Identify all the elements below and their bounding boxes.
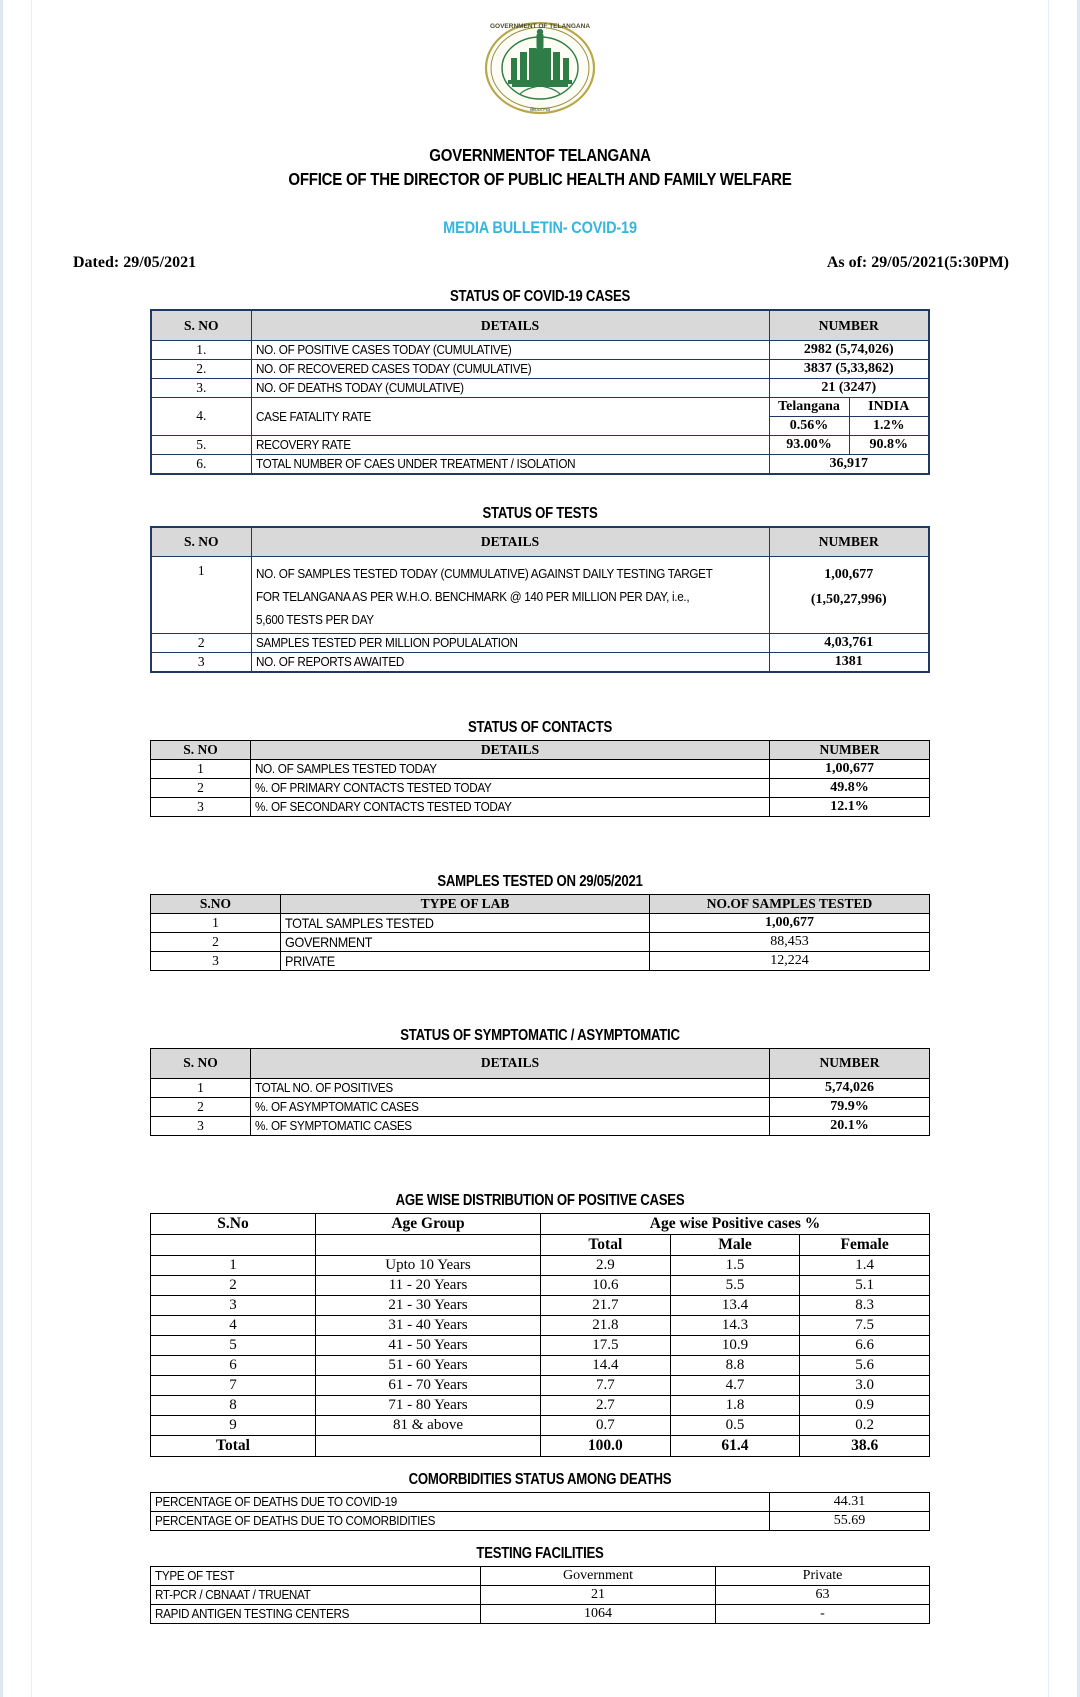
cell-number: 36,917 [769,454,929,474]
cell-details: NO. OF SAMPLES TESTED TODAY [251,759,770,778]
cell-sno: 3 [151,797,251,816]
cell-total-label: Total [151,1435,316,1456]
cell-male: 0.5 [670,1415,800,1435]
cell-india-header: INDIA [849,397,929,416]
table-row [151,557,929,633]
cell-sno: 1 [151,759,251,778]
table-row [151,913,930,932]
cell-male: 10.9 [670,1335,800,1355]
table-row [151,1375,930,1395]
col-sno: S. NO [151,527,251,557]
testing-facilities-title: TESTING FACILITIES [476,1544,604,1562]
cell-age-group: 51 - 60 Years [316,1355,541,1375]
cell-private: - [716,1604,930,1623]
cell-label: PERCENTAGE OF DEATHS DUE TO COVID-19 [151,1492,770,1511]
col-sno: S.NO [151,894,281,913]
tests-table [150,526,930,673]
cell-number: 3837 (5,33,862) [769,359,929,378]
tests-title: STATUS OF TESTS [482,504,598,522]
table-row [151,1585,930,1604]
col-age-wise-positive: Age wise Positive cases % [541,1213,930,1234]
table-header-row [151,1213,930,1234]
cell-male: 14.3 [670,1315,800,1335]
cell-female: 7.5 [800,1315,930,1335]
col-male: Male [670,1234,800,1255]
col-sno: S. NO [151,740,251,759]
cell-empty [151,1234,316,1255]
cell-cfr-telangana: 0.56% [769,416,849,435]
cell-sno: 6 [151,1355,316,1375]
samples-tested-title: SAMPLES TESTED ON 29/05/2021 [437,872,643,890]
table-row [151,1492,930,1511]
as-of-label: As of: 29/05/2021(5:30PM) [826,254,1009,272]
testing-facilities-table [150,1566,930,1624]
cell-details: %. OF ASYMPTOMATIC CASES [251,1097,770,1116]
cell-male: 1.5 [670,1255,800,1275]
cell-female: 1.4 [800,1255,930,1275]
cell-age-group: 81 & above [316,1415,541,1435]
cell-total-male: 61.4 [670,1435,800,1456]
cell-sno: 8 [151,1395,316,1415]
cell-number: 4,03,761 [769,633,929,652]
cell-male: 13.4 [670,1295,800,1315]
cell-government: 1064 [481,1604,716,1623]
cell-total: 0.7 [541,1415,671,1435]
cell-total: 14.4 [541,1355,671,1375]
table-row [151,1116,930,1135]
col-number: NUMBER [769,527,929,557]
svg-text:GOVERNMENT OF TELANGANA: GOVERNMENT OF TELANGANA [489,23,591,30]
cell-lab: PRIVATE [281,951,650,970]
col-total: Total [541,1234,671,1255]
cell-recovery-telangana: 93.00% [769,435,849,454]
cell-female: 5.6 [800,1355,930,1375]
svg-text:తెలంగాణ: తెలంగాణ [529,107,551,113]
cell-male: 5.5 [670,1275,800,1295]
cell-sno: 9 [151,1415,316,1435]
cell-total-all: 100.0 [541,1435,671,1456]
col-type-of-test: TYPE OF TEST [151,1566,481,1585]
table-row [151,1295,930,1315]
cell-number [769,557,929,633]
cell-type: RAPID ANTIGEN TESTING CENTERS [151,1604,481,1623]
table-row [151,932,930,951]
cell-empty [316,1234,541,1255]
table-header-row [151,1566,930,1585]
cell-details: RECOVERY RATE [251,435,769,454]
cell-sno: 1 [151,913,281,932]
cell-sno: 1. [151,340,251,359]
col-number: NUMBER [770,1048,930,1078]
cell-sno: 4 [151,1315,316,1335]
govt-line-1: GOVERNMENTOF TELANGANA [429,145,651,165]
table-row [151,951,930,970]
cell-sno: 2 [151,633,251,652]
table-row [151,1275,930,1295]
cell-male: 1.8 [670,1395,800,1415]
table-subheader-row [151,1234,930,1255]
table-row-cfr-head [151,397,929,416]
table-row [151,435,929,454]
cell-sno: 3 [151,652,251,672]
telangana-government-emblem-icon [480,18,600,118]
cell-count: 1,00,677 [650,913,930,932]
col-age-group: Age Group [316,1213,541,1234]
col-sno: S.No [151,1213,316,1234]
government-heading [113,143,968,191]
col-details: DETAILS [251,740,770,759]
cell-value: 44.31 [770,1492,930,1511]
col-number: NUMBER [770,740,930,759]
cell-private: 63 [716,1585,930,1604]
cell-details: NO. OF DEATHS TODAY (CUMULATIVE) [251,378,769,397]
cell-recovery-india: 90.8% [849,435,929,454]
cell-telangana-header: Telangana [769,397,849,416]
table-total-row [151,1435,930,1456]
cell-male: 4.7 [670,1375,800,1395]
table-row [151,759,930,778]
symptomatic-table [150,1048,930,1136]
table-row [151,1335,930,1355]
table-row [151,359,929,378]
cell-sno: 7 [151,1375,316,1395]
cell-sno: 1 [151,1255,316,1275]
cell-sno: 2 [151,1275,316,1295]
cell-total: 2.9 [541,1255,671,1275]
covid-cases-table [150,309,930,475]
media-bulletin-title: MEDIA BULLETIN- COVID-19 [443,219,637,238]
cell-details: NO. OF RECOVERED CASES TODAY (CUMULATIVE) [251,359,769,378]
cell-age-group: 41 - 50 Years [316,1335,541,1355]
cell-number-line1: 1,00,677 [824,567,874,583]
cell-total: 10.6 [541,1275,671,1295]
cell-female: 3.0 [800,1375,930,1395]
dated-label: Dated: 29/05/2021 [73,254,197,272]
cell-male: 8.8 [670,1355,800,1375]
cell-sno: 2 [151,778,251,797]
cell-female: 0.9 [800,1395,930,1415]
col-sno: S. NO [151,310,251,340]
cell-value: 55.69 [770,1511,930,1530]
cell-details: TOTAL NO. OF POSITIVES [251,1078,770,1097]
table-row [151,1097,930,1116]
table-header-row [151,740,930,759]
cell-cfr-india: 1.2% [849,416,929,435]
cell-empty [316,1435,541,1456]
table-row [151,1355,930,1375]
cell-government: 21 [481,1585,716,1604]
table-row [151,454,929,474]
comorbidities-table [150,1492,930,1531]
cell-age-group: 21 - 30 Years [316,1295,541,1315]
contacts-title: STATUS OF CONTACTS [468,718,612,736]
cell-details: CASE FATALITY RATE [251,397,769,435]
contacts-table [150,740,930,817]
date-bar [43,254,1037,272]
table-row [151,1255,930,1275]
cell-type: RT-PCR / CBNAAT / TRUENAT [151,1585,481,1604]
col-sno: S. NO [151,1048,251,1078]
cell-age-group: Upto 10 Years [316,1255,541,1275]
cell-sno: 2 [151,1097,251,1116]
table-header-row [151,894,930,913]
col-details: DETAILS [251,310,769,340]
cell-details: NO. OF REPORTS AWAITED [251,652,769,672]
cell-number: 1,00,677 [770,759,930,778]
cell-total-female: 38.6 [800,1435,930,1456]
cell-details: SAMPLES TESTED PER MILLION POPULALATION [251,633,769,652]
table-row [151,1511,930,1530]
table-header-row [151,527,929,557]
col-details: DETAILS [251,1048,770,1078]
cell-details: %. OF SECONDARY CONTACTS TESTED TODAY [251,797,770,816]
cell-number: 2982 (5,74,026) [769,340,929,359]
table-row [151,1604,930,1623]
cell-female: 6.6 [800,1335,930,1355]
cell-sno: 3 [151,951,281,970]
cell-count: 12,224 [650,951,930,970]
table-row [151,1315,930,1335]
cell-sno: 2. [151,359,251,378]
cell-details: %. OF SYMPTOMATIC CASES [251,1116,770,1135]
cell-details: NO. OF SAMPLES TESTED TODAY (CUMMULATIVE) AGAINST DAILY TESTING TARGET FOR TELANGANA AS PER W.H.O. BENCHMARK @ 140 PER MILLION PER DAY, i.e., 5,600 TESTS PER DAY [251,557,769,633]
cell-details: TOTAL NUMBER OF CAES UNDER TREATMENT / ISOLATION [251,454,769,474]
symptomatic-title: STATUS OF SYMPTOMATIC / ASYMPTOMATIC [400,1026,680,1044]
col-details: DETAILS [251,527,769,557]
cell-age-group: 31 - 40 Years [316,1315,541,1335]
cell-sno: 1 [151,557,251,633]
col-private: Private [716,1566,930,1585]
cell-total: 21.8 [541,1315,671,1335]
cell-sno: 3 [151,1295,316,1315]
cell-sno: 1 [151,1078,251,1097]
cell-number: 79.9% [770,1097,930,1116]
cell-sno: 5 [151,1335,316,1355]
table-row [151,1078,930,1097]
col-number: NUMBER [769,310,929,340]
col-government: Government [481,1566,716,1585]
cell-lab: GOVERNMENT [281,932,650,951]
cell-sno: 3. [151,378,251,397]
table-row [151,633,929,652]
cell-female: 5.1 [800,1275,930,1295]
cell-female: 0.2 [800,1415,930,1435]
cell-number: 20.1% [770,1116,930,1135]
col-type-of-lab: TYPE OF LAB [281,894,650,913]
cell-number-line2: (1,50,27,996) [810,591,887,607]
cell-details: %. OF PRIMARY CONTACTS TESTED TODAY [251,778,770,797]
table-row [151,378,929,397]
cell-age-group: 61 - 70 Years [316,1375,541,1395]
cell-sno: 2 [151,932,281,951]
cell-number: 49.8% [770,778,930,797]
emblem-container [43,0,1037,123]
cell-number: 5,74,026 [770,1078,930,1097]
col-no-of-samples: NO.OF SAMPLES TESTED [650,894,930,913]
govt-line-2: OFFICE OF THE DIRECTOR OF PUBLIC HEALTH AND FAMILY WELFARE [288,169,792,190]
covid-cases-title: STATUS OF COVID-19 CASES [449,288,631,306]
cell-sno: 6. [151,454,251,474]
cell-label: PERCENTAGE OF DEATHS DUE TO COMORBIDITIES [151,1511,770,1530]
cell-total: 7.7 [541,1375,671,1395]
table-row [151,797,930,816]
cell-number: 21 (3247) [769,378,929,397]
table-row [151,340,929,359]
cell-lab: TOTAL SAMPLES TESTED [281,913,650,932]
table-header-row [151,310,929,340]
cell-sno: 5. [151,435,251,454]
cell-age-group: 11 - 20 Years [316,1275,541,1295]
cell-total: 2.7 [541,1395,671,1415]
cell-number: 12.1% [770,797,930,816]
cell-sno: 4. [151,397,251,435]
table-row [151,1395,930,1415]
cell-sno: 3 [151,1116,251,1135]
table-row [151,1415,930,1435]
cell-total: 17.5 [541,1335,671,1355]
cell-total: 21.7 [541,1295,671,1315]
cell-age-group: 71 - 80 Years [316,1395,541,1415]
cell-female: 8.3 [800,1295,930,1315]
cell-details: NO. OF POSITIVE CASES TODAY (CUMULATIVE) [251,340,769,359]
table-row [151,778,930,797]
cell-count: 88,453 [650,932,930,951]
age-wise-table [150,1213,930,1457]
samples-tested-table [150,894,930,971]
comorbidities-title: COMORBIDITIES STATUS AMONG DEATHS [408,1470,672,1488]
table-header-row [151,1048,930,1078]
col-female: Female [800,1234,930,1255]
table-row [151,652,929,672]
cell-number: 1381 [769,652,929,672]
age-wise-title: AGE WISE DISTRIBUTION OF POSITIVE CASES [395,1191,685,1209]
